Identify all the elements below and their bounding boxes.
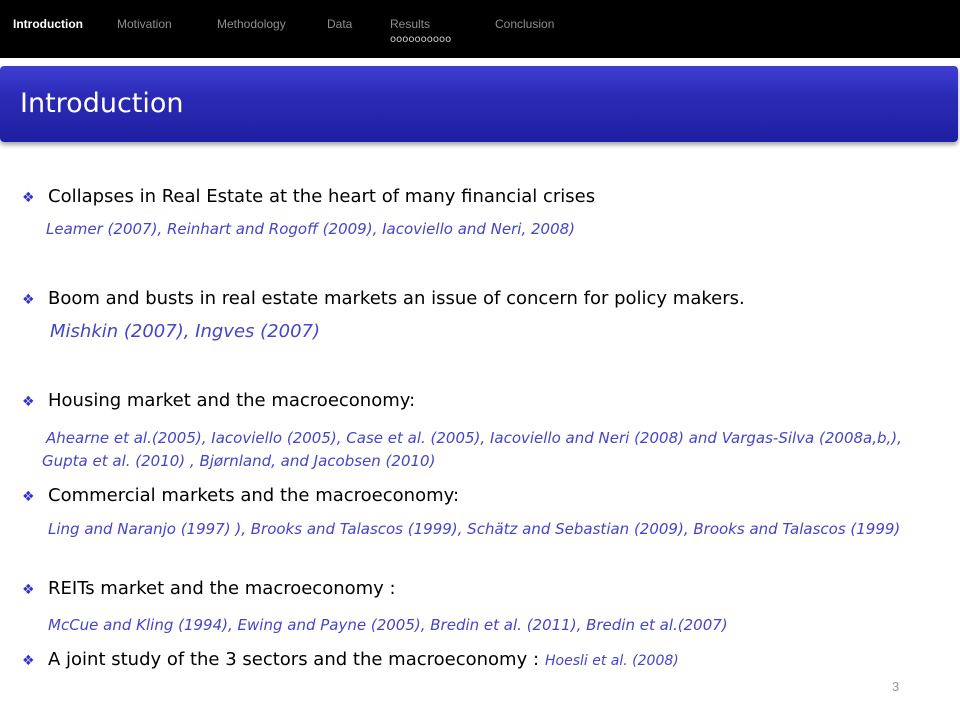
bullet-text: A joint study of the 3 sectors and the macroeconomy : <box>48 649 540 670</box>
citation: Mishkin (2007), Ingves (2007) <box>50 321 320 342</box>
bullet-point-4 <box>22 485 459 506</box>
slide-title-bar <box>0 66 958 142</box>
bullet-text: Housing market and the macroeconomy: <box>48 390 416 411</box>
nav-item-methodology[interactable]: Methodology <box>217 17 286 31</box>
diamond-bullet-icon: ❖ <box>22 653 35 669</box>
nav-item-data[interactable]: Data <box>327 17 353 31</box>
section-nav-bar <box>0 0 960 58</box>
diamond-bullet-icon: ❖ <box>22 394 35 410</box>
bullet-text: Boom and busts in real estate markets an issue of concern for policy makers. <box>48 288 745 309</box>
nav-item-conclusion[interactable]: Conclusion <box>495 17 555 31</box>
nav-item-introduction[interactable]: Introduction <box>13 17 83 31</box>
citation: McCue and Kling (1994), Ewing and Payne (2005), Bredin et al. (2011), Bredin et al.(2007) <box>48 616 728 634</box>
bullet-point-1 <box>22 186 595 207</box>
diamond-bullet-icon: ❖ <box>22 292 35 308</box>
bullet-text: Collapses in Real Estate at the heart of many financial crises <box>48 186 596 207</box>
page-number: 3 <box>892 679 900 694</box>
citation: Ling and Naranjo (1997) ), Brooks and Talascos (1999), Schätz and Sebastian (2009), Brooks and Talascos (1999) <box>48 520 901 538</box>
bullet-point-2 <box>22 288 745 309</box>
diamond-bullet-icon: ❖ <box>22 489 35 505</box>
results-progress-dots: oooooooooo <box>390 34 452 45</box>
diamond-bullet-icon: ❖ <box>22 190 35 206</box>
bullet-point-3 <box>22 390 415 411</box>
nav-item-results[interactable]: Results <box>390 17 431 31</box>
bullet-point-6 <box>22 649 679 670</box>
nav-item-motivation[interactable]: Motivation <box>117 17 172 31</box>
bullet-text: REITs market and the macroeconomy : <box>48 578 396 599</box>
citation: Hoesli et al. (2008) <box>545 653 679 669</box>
diamond-bullet-icon: ❖ <box>22 582 35 598</box>
citation: Leamer (2007), Reinhart and Rogoff (2009), Iacoviello and Neri, 2008) <box>46 220 576 238</box>
citation: Ahearne et al.(2005), Iacoviello (2005), Case et al. (2005), Iacoviello and Neri (2008) and Vargas-Silva (2008a,b,), Gupta et al. (2010) , Bjørnland, and Jacobsen (2010) <box>42 429 902 470</box>
bullet-text: Commercial markets and the macroeconomy: <box>48 485 460 506</box>
slide-title: Introduction <box>20 88 184 119</box>
bullet-point-5 <box>22 578 396 599</box>
